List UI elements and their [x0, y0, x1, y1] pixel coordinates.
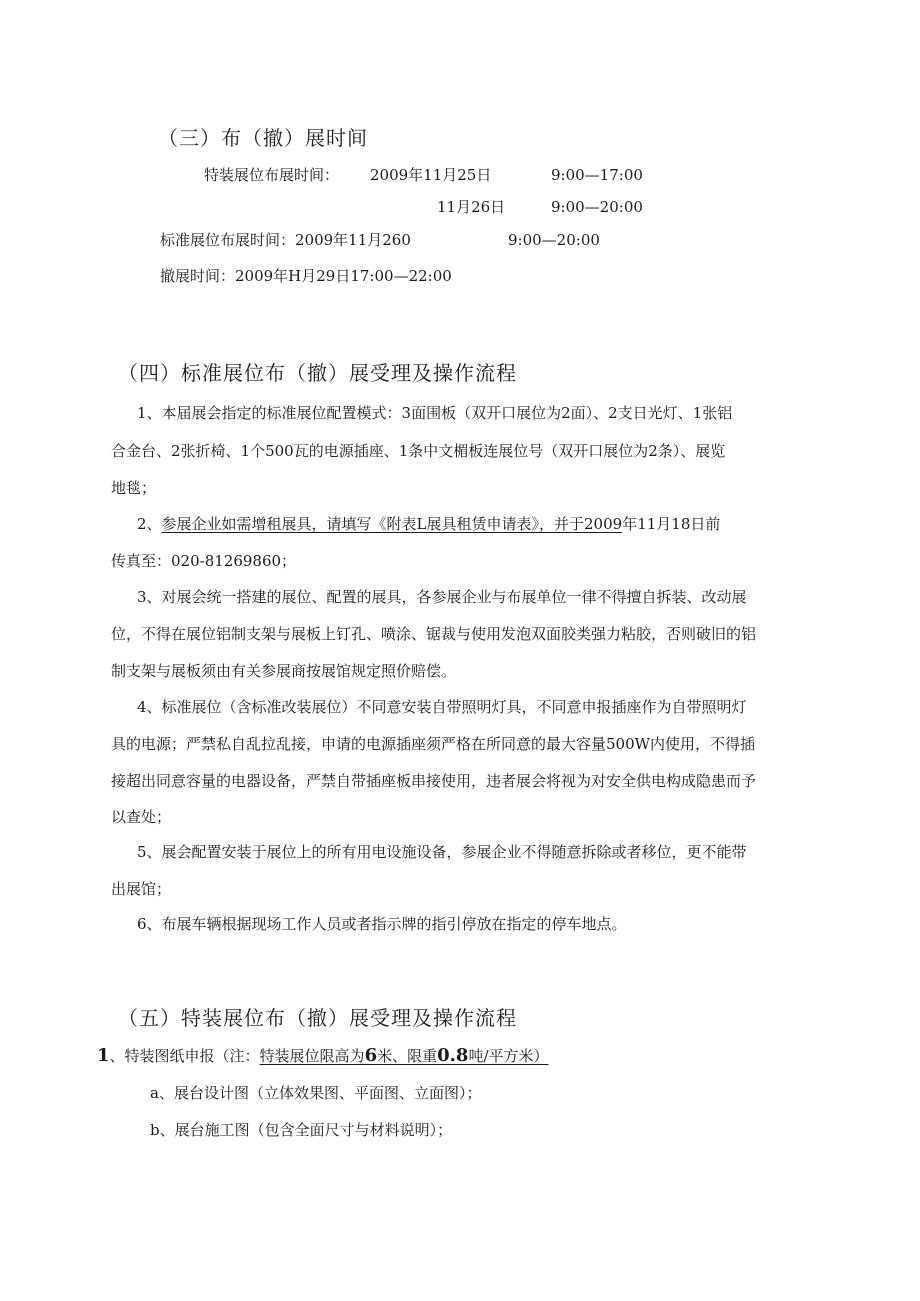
standard-booth-time: 9:00—20:00: [508, 231, 600, 249]
s4-item1-line2: 合金台、2张折椅、1个500瓦的电源插座、1条中文楣板连展位号（双开口展位为2条）、展览: [111, 442, 726, 460]
s4-item2-prefix: 2、: [137, 515, 162, 533]
s4-item3-line3: 制支架与展板须由有关参展商按展馆规定照价赔偿。: [111, 662, 457, 680]
s4-item4-line1: 4、标准展位（含标准改装展位）不同意安装自带照明灯具，不同意申报插座作为自带照明灯: [137, 698, 747, 716]
s5-weight-unit: 吨/平方米）: [468, 1047, 549, 1065]
s5-sub-a: a、展台设计图（立体效果图、平面图、立面图）；: [150, 1084, 482, 1102]
s5-weight-limit-value: 0.8: [437, 1045, 469, 1066]
section4-heading: （四）标准展位布（撤）展受理及操作流程: [118, 361, 517, 385]
standard-booth-setup-line: 标准展位布展时间：2009年11月260: [160, 231, 411, 249]
s4-item2-rest: 年11月18日前: [622, 515, 721, 533]
teardown-time-line: 撤展时间：2009年H月29日17:00—22:00: [160, 267, 452, 285]
s5-height-limit-label: 特装展位限高为: [259, 1047, 365, 1065]
s5-item1-underlined: [260, 1047, 549, 1065]
s4-item6: 6、布展车辆根据现场工作人员或者指示牌的指引停放在指定的停车地点。: [137, 915, 627, 933]
s5-height-limit-value: 6: [364, 1045, 378, 1066]
special-booth-time-1: 9:00—17:00: [551, 166, 643, 184]
s4-item5-line2: 出展馆；: [111, 880, 172, 898]
s4-item4-line3: 接超出同意容量的电器设备，严禁自带插座板串接使用，违者展会将视为对安全供电构成隐患而予: [111, 772, 757, 790]
s4-item1-line3: 地毯；: [111, 479, 157, 497]
s4-item2-underlined-text: 参展企业如需增租展具，请填写《附表L展具租赁申请表》，并于2009: [161, 515, 623, 533]
special-booth-time-2: 9:00—20:00: [551, 198, 643, 216]
s4-item1-line1: 1、本届展会指定的标准展位配置模式：3面围板（双开口展位为2面）、2支日光灯、1张铝: [137, 404, 733, 422]
s4-item3-line2: 位，不得在展位铝制支架与展板上钉孔、喷涂、锯裁与使用发泡双面胶类强力粘胶，否则破旧的铝: [111, 625, 757, 643]
s4-item4-line4: 以查处；: [111, 808, 172, 826]
section5-heading: （五）特装展位布（撤）展受理及操作流程: [118, 1006, 517, 1030]
section3-heading: （三）布（撤）展时间: [158, 126, 368, 150]
special-booth-date-2: 11月26日: [437, 198, 506, 216]
s5-item1-text: 、特装图纸申报（注：: [109, 1047, 260, 1065]
s4-item5-line1: 5、展会配置安装于展位上的所有用电设施设备，参展企业不得随意拆除或者移位，更不能带: [137, 843, 747, 861]
s4-item4-line2: 具的电源；严禁私自乱拉乱接，申请的电源插座须严格在所同意的最大容量500W内使用，不得插: [111, 735, 756, 753]
s5-sub-b: b、展台施工图（包含全面尺寸与材料说明）；: [150, 1121, 453, 1139]
s5-item1-line: [97, 1046, 549, 1066]
s4-item3-line1: 3、对展会统一搭建的展位、配置的展具，各参展企业与布展单位一律不得擅自拆装、改动展: [137, 588, 747, 606]
special-booth-setup-label: 特装展位布展时间：: [204, 166, 340, 184]
s5-weight-limit-label: 米、限重: [377, 1047, 438, 1065]
s4-item2-line1: [137, 514, 720, 534]
s4-item2-line2: 传真至：020-81269860；: [111, 552, 297, 570]
s5-item1-number: 1: [97, 1045, 110, 1066]
special-booth-date-1: 2009年11月25日: [370, 166, 492, 184]
